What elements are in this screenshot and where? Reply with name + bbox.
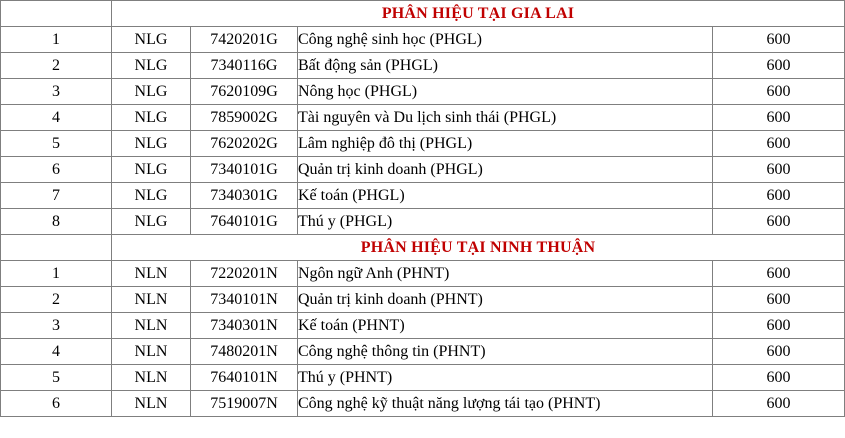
- cell-score: 600: [713, 79, 845, 105]
- cell-major-code: 7620202G: [191, 131, 298, 157]
- cell-major-code: 7640101N: [191, 365, 298, 391]
- cell-stt: 2: [1, 287, 112, 313]
- cell-major-code: 7340301N: [191, 313, 298, 339]
- empty-cell: [1, 1, 112, 27]
- cell-major-name: Ngôn ngữ Anh (PHNT): [298, 261, 713, 287]
- cell-score: 600: [713, 339, 845, 365]
- cell-score: 600: [713, 209, 845, 235]
- section-title: PHÂN HIỆU TẠI GIA LAI: [112, 1, 845, 27]
- cell-major-name: Thú y (PHGL): [298, 209, 713, 235]
- cell-school-code: NLN: [112, 365, 191, 391]
- cell-score: 600: [713, 105, 845, 131]
- cell-school-code: NLN: [112, 313, 191, 339]
- cell-stt: 5: [1, 365, 112, 391]
- table-row: [1, 313, 845, 339]
- section-header-row: [1, 1, 845, 27]
- cell-major-code: 7340116G: [191, 53, 298, 79]
- cell-score: 600: [713, 391, 845, 417]
- cell-stt: 3: [1, 79, 112, 105]
- table-row: [1, 79, 845, 105]
- cell-major-name: Công nghệ sinh học (PHGL): [298, 27, 713, 53]
- cell-score: 600: [713, 53, 845, 79]
- cell-stt: 3: [1, 313, 112, 339]
- cell-major-name: Quản trị kinh doanh (PHNT): [298, 287, 713, 313]
- cell-school-code: NLG: [112, 27, 191, 53]
- cell-stt: 7: [1, 183, 112, 209]
- table-row: [1, 209, 845, 235]
- cell-major-code: 7340101G: [191, 157, 298, 183]
- cell-school-code: NLN: [112, 287, 191, 313]
- cell-major-name: Bất động sản (PHGL): [298, 53, 713, 79]
- cell-major-name: Thú y (PHNT): [298, 365, 713, 391]
- table-body: [1, 1, 845, 417]
- cell-score: 600: [713, 261, 845, 287]
- cell-score: 600: [713, 183, 845, 209]
- cell-major-name: Công nghệ kỹ thuật năng lượng tái tạo (PHNT): [298, 391, 713, 417]
- cell-school-code: NLG: [112, 157, 191, 183]
- cell-major-name: Công nghệ thông tin (PHNT): [298, 339, 713, 365]
- cell-school-code: NLN: [112, 391, 191, 417]
- table-row: [1, 261, 845, 287]
- cell-school-code: NLN: [112, 261, 191, 287]
- cell-school-code: NLG: [112, 105, 191, 131]
- cell-stt: 1: [1, 27, 112, 53]
- section-header-row: [1, 235, 845, 261]
- cell-stt: 2: [1, 53, 112, 79]
- cell-major-code: 7640101G: [191, 209, 298, 235]
- cell-major-code: 7620109G: [191, 79, 298, 105]
- cell-score: 600: [713, 131, 845, 157]
- cell-major-code: 7340101N: [191, 287, 298, 313]
- cell-major-code: 7480201N: [191, 339, 298, 365]
- cell-stt: 4: [1, 339, 112, 365]
- cell-school-code: NLG: [112, 53, 191, 79]
- table-row: [1, 131, 845, 157]
- cell-major-name: Lâm nghiệp đô thị (PHGL): [298, 131, 713, 157]
- cell-school-code: NLG: [112, 209, 191, 235]
- table-row: [1, 105, 845, 131]
- cell-major-name: Kế toán (PHGL): [298, 183, 713, 209]
- cell-major-code: 7220201N: [191, 261, 298, 287]
- cell-stt: 1: [1, 261, 112, 287]
- cell-score: 600: [713, 365, 845, 391]
- table-row: [1, 287, 845, 313]
- section-title: PHÂN HIỆU TẠI NINH THUẬN: [112, 235, 845, 261]
- cell-stt: 4: [1, 105, 112, 131]
- cell-major-code: 7519007N: [191, 391, 298, 417]
- empty-cell: [1, 235, 112, 261]
- cell-score: 600: [713, 313, 845, 339]
- cell-major-name: Nông học (PHGL): [298, 79, 713, 105]
- cell-stt: 6: [1, 157, 112, 183]
- table-row: [1, 53, 845, 79]
- table-row: [1, 157, 845, 183]
- cell-school-code: NLG: [112, 131, 191, 157]
- cell-score: 600: [713, 27, 845, 53]
- table-row: [1, 365, 845, 391]
- cell-major-code: 7420201G: [191, 27, 298, 53]
- cell-major-code: 7340301G: [191, 183, 298, 209]
- cell-score: 600: [713, 287, 845, 313]
- cell-major-name: Quản trị kinh doanh (PHGL): [298, 157, 713, 183]
- cell-stt: 8: [1, 209, 112, 235]
- cell-score: 600: [713, 157, 845, 183]
- cell-school-code: NLG: [112, 183, 191, 209]
- table-row: [1, 391, 845, 417]
- table-row: [1, 183, 845, 209]
- cell-stt: 5: [1, 131, 112, 157]
- cell-school-code: NLN: [112, 339, 191, 365]
- cell-major-name: Tài nguyên và Du lịch sinh thái (PHGL): [298, 105, 713, 131]
- cell-school-code: NLG: [112, 79, 191, 105]
- table-row: [1, 339, 845, 365]
- cell-stt: 6: [1, 391, 112, 417]
- cell-major-name: Kế toán (PHNT): [298, 313, 713, 339]
- cell-major-code: 7859002G: [191, 105, 298, 131]
- table-row: [1, 27, 845, 53]
